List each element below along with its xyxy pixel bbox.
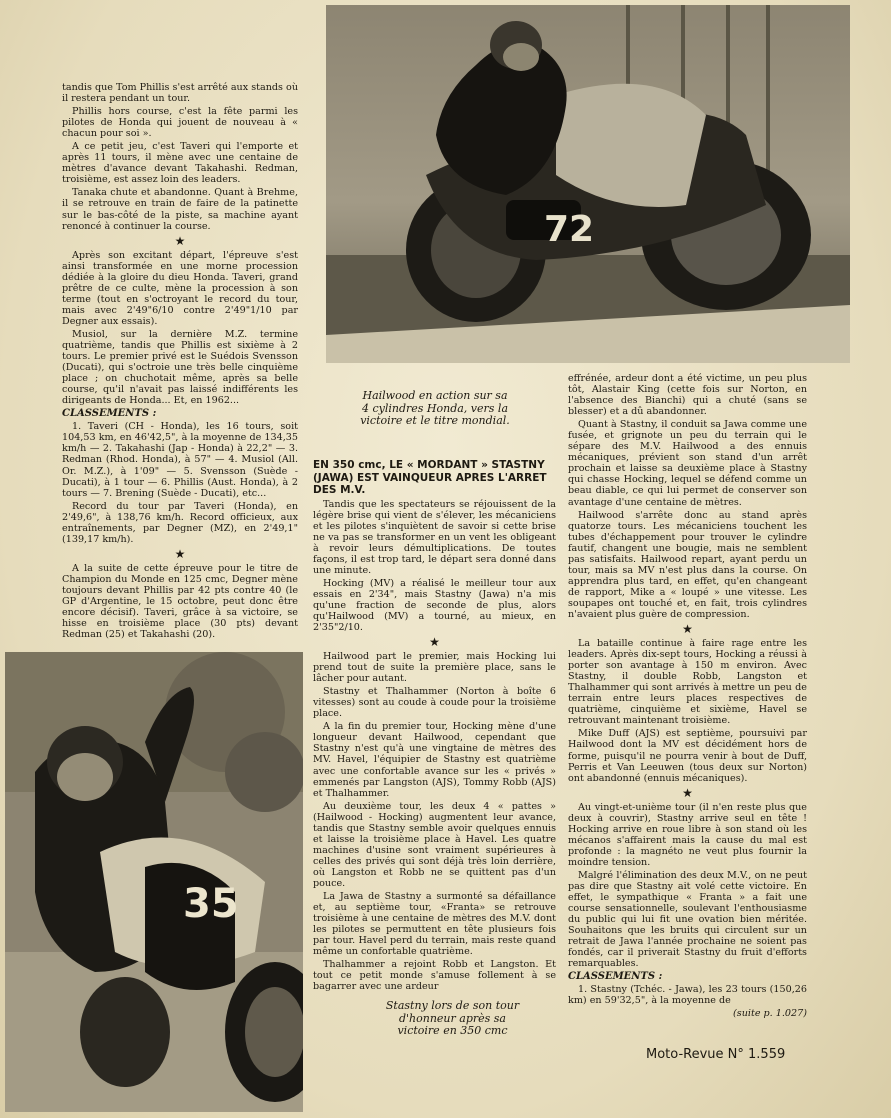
classements-title: CLASSEMENTS : xyxy=(62,408,157,420)
paragraph: Au vingt-et-unième tour (il n'en reste plus que deux à couvrir), Stastny arrive seul en tête ! Hocking arrive en roue libre à son stand où les mécanos s'affairent mais la cause du mal est profonde : la magnéto ne veut plus fournir la moindre tension. xyxy=(568,801,807,868)
star-separator-icon: ★ xyxy=(429,635,440,650)
star-separator-icon: ★ xyxy=(174,233,186,248)
paragraph: A la suite de cette épreuve pour le titre de Champion du Monde en 125 cmc, Degner mène toujours devant Phillis par 42 pts contre 40 (le GP d'Argentine, le 15 octobre, peut donc être encore décisif). Taveri, grâce à sa victoire, se hisse en troisième place (30 pts) devant Redman (25) et Takahashi (20). xyxy=(62,562,298,641)
paragraph: Record du tour par Taveri (Honda), en 2'49,6", à 138,76 km/h. Record officieux, aux entraînements, par Degner (MZ), en 2'49,1" (139,17 km/h). xyxy=(62,500,298,545)
paragraph: Au deuxième tour, les deux 4 « pattes » (Hailwood - Hocking) augmentent leur avance, tandis que Stastny semble avoir quelques ennuis et laisse la troisième place à Havel. Les quatre machines d'usine sont vraiment supérieures à celles des privés qui sont déjà très loin derrière, où Langston et Robb ne se quittent pas d'un pouce. xyxy=(313,800,556,889)
race-number-35: 35 xyxy=(183,881,239,927)
paragraph: tandis que Tom Phillis s'est arrêté aux stands où il restera pendant un tour. xyxy=(62,82,298,105)
footer-issue: Moto-Revue N° 1.559 xyxy=(646,1047,786,1062)
paragraph: effrénée, ardeur dont a été victime, un peu plus tôt, Alastair King (cette fois sur Norton, en l'absence des Bianchi) qui a chuté (sans se blesser) et a dû abandonner. xyxy=(568,373,807,418)
star-separator-icon: ★ xyxy=(174,546,186,561)
photo-hailwood-illustration xyxy=(326,5,850,363)
caption-stastny: Stastny lors de son tour d'honneur après sa victoire en 350 cmc xyxy=(385,999,520,1037)
paragraph: 1. Taveri (CH - Honda), les 16 tours, soit 104,53 km, en 46'42,5", à la moyenne de 134,35 km/h — 2. Takahashi (Jap - Honda) à 22,2" — 3. Redman (Rhod. Honda), à 57" — 4. Musiol (All. Or. M.Z.), à 1'09" — 5. Svensson (Suède - Ducati), à 1 tour — 6. Phillis (Aust. Honda), à 2 tours — 7. Brening (Suède - Ducati), etc... xyxy=(62,421,298,499)
star-separator-icon: ★ xyxy=(682,622,693,637)
paragraph: Hocking (MV) a réalisé le meilleur tour aux essais en 2'34", mais Stastny (Jawa) n'a mis qu'une fraction de seconde de plus, alors qu'Hailwood (MV) a tourné, au mieux, en 2'35"2/10. xyxy=(313,577,556,634)
race-number-72: 72 xyxy=(544,209,595,250)
paragraph: Après son excitant départ, l'épreuve s'est ainsi transformée en une morne procession dédiée à la gloire du dieu Honda. Taveri, grand prêtre de ce culte, mène la procession à son terme (tout en s'octroyant le record du tour, mais avec 2'49"6/10 contre 2'49"1/10 par Degner aux essais). xyxy=(62,249,298,327)
photo-stastny-illustration xyxy=(5,652,303,1112)
photo-hailwood xyxy=(326,5,850,363)
caption-hailwood: Hailwood en action sur sa 4 cylindres Honda, vers la victoire et le titre mondial. xyxy=(360,389,510,427)
paragraph: Stastny et Thalhammer (Norton à boîte 6 vitesses) sont au coude à coude pour la troisième place. xyxy=(313,686,556,720)
paragraph: 1. Stastny (Tchéc. - Jawa), les 23 tours (150,26 km) en 59'32,5", à la moyenne de xyxy=(568,984,807,1007)
column-left-top xyxy=(62,82,298,642)
paragraph: Hailwood part le premier, mais Hocking lui prend tout de suite la première place, sans le lâcher pour autant. xyxy=(313,651,556,685)
paragraph: Quant à Stastny, il conduit sa Jawa comme une fusée, et grignote un peu du terrain qui le sépare des M.V. Hailwood a des ennuis mécaniques, prévient son stand d'un arrêt prochain et laisse sa deuxième place à Stastny qui chasse Hocking, lequel se défend comme un beau diable, ce qui lui permet de conserver son avantage d'une centaine de mètres. xyxy=(568,419,807,508)
photo-stastny xyxy=(5,652,303,1112)
paragraph: A ce petit jeu, c'est Taveri qui l'emporte et après 11 tours, il mène avec une centaine de mètres d'avance devant Takahashi. Redman, troisième, est assez loin des leaders. xyxy=(62,141,298,186)
paragraph: A la fin du premier tour, Hocking mène d'une longueur devant Hailwood, cependant que Stastny n'est qu'à une vingtaine de mètres des MV. Havel, l'équipier de Stastny est quatrième avec une confortable avance sur les « privés » emmenés par Langston (AJS), Tommy Robb (AJS) et Thalhammer. xyxy=(313,721,556,799)
continued-note: (suite p. 1.027) xyxy=(733,1008,807,1020)
star-separator-icon: ★ xyxy=(682,785,693,800)
paragraph: Tandis que les spectateurs se réjouissent de la légère brise qui vient de s'élever, les mécaniciens et les pilotes s'inquiètent de savoir si cette brise ne va pas se transformer en un vent les obligeant à revoir leurs démultiplications. De toutes façons, il est trop tard, le départ sera donné dans une minute. xyxy=(313,498,556,576)
classements-title: CLASSEMENTS : xyxy=(568,971,663,983)
paragraph: Malgré l'élimination des deux M.V., on ne peut pas dire que Stastny ait volé cette victoire. En effet, le sympathique « Franta » a fait une course sensationnelle, soulevant l'enthousiasme du public qui lui fit une ovation bien méritée. Souhaitons que les bruits qui circulent sur un retrait de Jawa l'année prochaine ne soient pas fondés, car il priverait Stastny du fruit d'efforts remarquables. xyxy=(568,869,807,970)
paragraph: Hailwood s'arrête donc au stand après quatorze tours. Les mécaniciens touchent les tubes d'échappement pour trouver le cylindre fautif, changent une bougie, mais ne semblent pas satisfaits. Hailwood repart, ayant perdu un tour, mais sa MV n'est plus dans la course. On apprendra plus tard, en effet, qu'en changeant de rapport, Mike a « loupé » une vitesse. Les soupapes ont touché et, en fait, trois cylindres n'avaient plus guère de compression. xyxy=(568,509,807,620)
paragraph: Mike Duff (AJS) est septième, poursuivi par Hailwood dont la MV est décidément hors de forme, puisqu'il ne pourra venir à bout de Duff, Perris et Van Leeuwen (tous deux sur Norton) ont abandonné (ennuis mécaniques). xyxy=(568,728,807,784)
paragraph: La bataille continue à faire rage entre les leaders. Après dix-sept tours, Hocking a réussi à porter son avantage à 150 m environ. Avec Stastny, il double Robb, Langston et Thalhammer qui sont arrivés à mettre un peu de terrain entre leurs places respectives de quatrième, cinquième et sixième, Havel se retrouvant maintenant troisième. xyxy=(568,638,807,727)
article-heading: EN 350 cmc, LE « MORDANT » STASTNY (JAWA) EST VAINQUEUR APRES L'ARRET DES M.V. xyxy=(313,459,547,496)
column-middle xyxy=(313,459,556,994)
paragraph: Thalhammer a rejoint Robb et Langston. Et tout ce petit monde s'amuse follement à se bagarrer avec une ardeur xyxy=(313,959,556,993)
paragraph: Phillis hors course, c'est la fête parmi les pilotes de Honda qui jouent de nouveau à « chacun pour soi ». xyxy=(62,106,298,140)
paragraph: Musiol, sur la dernière M.Z. termine quatrième, tandis que Phillis est sixième à 2 tours. Le premier privé est le Suédois Svensson (Ducati), qui s'octroie une très belle cinquième place ; on chuchotait même, après sa belle course, qu'il n'avait pas laissé indifférents les dirigeants de Honda... Et, en 1962... xyxy=(62,328,298,407)
paragraph: Tanaka chute et abandonne. Quant à Brehme, il se retrouve en train de faire de la patinette sur le bas-côté de la piste, sa machine ayant renoncé à continuer la course. xyxy=(62,187,298,232)
paragraph: La Jawa de Stastny a surmonté sa défaillance et, au septième tour, «Franta» se retrouve troisième à une centaine de mètres des M.V. dont les pilotes se permuttent en tête plusieurs fois par tour. Havel perd du terrain, mais reste quand même un confortable quatrième. xyxy=(313,891,556,958)
column-right xyxy=(568,373,807,1022)
